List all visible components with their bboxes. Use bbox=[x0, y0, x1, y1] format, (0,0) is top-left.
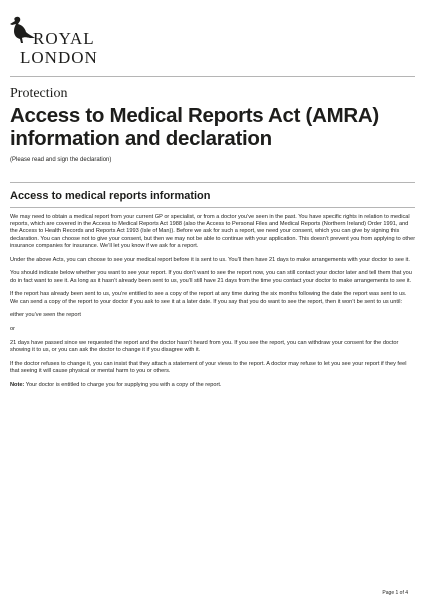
page-subtitle: (Please read and sign the declaration) bbox=[10, 157, 112, 163]
section-label: Protection bbox=[10, 86, 68, 101]
section-heading: Access to medical reports information bbox=[10, 190, 211, 202]
note-text: Your doctor is entitled to charge you for supplying you with a copy of the report. bbox=[24, 382, 222, 388]
paragraph: If the report has already been sent to us, you’re entitled to see a copy of the report at any time during the six months following the date the report was sent to us. We can send a copy of the report to your doctor if you ask to see it at a later date. If you say that you do want to see the report, then it won’t be sent to us until: bbox=[10, 291, 407, 305]
paragraph-either: either you’ve seen the report bbox=[10, 312, 81, 319]
paragraph: 21 days have passed since we requested the report and the doctor hasn’t heard from you. If you see the report, you can withdraw your consent for the doctor showing it to us, or you can ask the doctor to change it if you disagree with it. bbox=[10, 340, 399, 354]
heading-divider-top bbox=[10, 182, 415, 183]
paragraph: We may need to obtain a medical report from your current GP or specialist, or from a doctor you’ve seen in the past. You have specific rights in relation to medical reports, which are covered in the Access to Medical Reports Act 1988 (also the Access to Personal Files and Medical Reports (Northern Ireland) Order 1991, and the Access to Health Records and Reports Act 1993 (Isle of Man)). Before we ask for such a report, we need your consent, which you can give by signing this declaration. You can choose not to give your consent, but then we may not be able to continue with your application. This doesn’t prevent you from applying to other insurance companies for insurance. We’ll let you know if we ask for a report. bbox=[10, 214, 416, 249]
paragraph-or: or bbox=[10, 326, 15, 333]
page-number: Page 1 of 4 bbox=[382, 590, 408, 596]
page-title: Access to Medical Reports Act (AMRA) information and declaration bbox=[10, 104, 379, 150]
note-paragraph bbox=[10, 382, 416, 389]
paragraph: If the doctor refuses to change it, you can insist that they attach a statement of your views to the report. A doctor may refuse to let you see your report if they feel that seeing it will cause physical or mental harm to you or others. bbox=[10, 361, 407, 375]
royal-london-logo bbox=[10, 16, 120, 66]
header-divider bbox=[10, 76, 415, 77]
body-text bbox=[10, 214, 416, 396]
heading-divider-bottom bbox=[10, 207, 415, 208]
logo-text-london: LONDON bbox=[20, 48, 98, 67]
logo-text-royal: ROYAL bbox=[33, 29, 95, 48]
paragraph: Under the above Acts, you can choose to see your medical report before it is sent to us. You’ll then have 21 days to make arrangements with your doctor to see it. bbox=[10, 256, 410, 263]
paragraph: You should indicate below whether you want to see your report. If you don’t want to see the report now, you can still contact your doctor later and tell them that you do in fact want to see it. As long as it hasn’t already been sent to us, you’ll still have 21 days from the time you contact your doctor to make arrangements to see it. bbox=[10, 270, 412, 284]
note-label: Note: bbox=[10, 382, 25, 388]
